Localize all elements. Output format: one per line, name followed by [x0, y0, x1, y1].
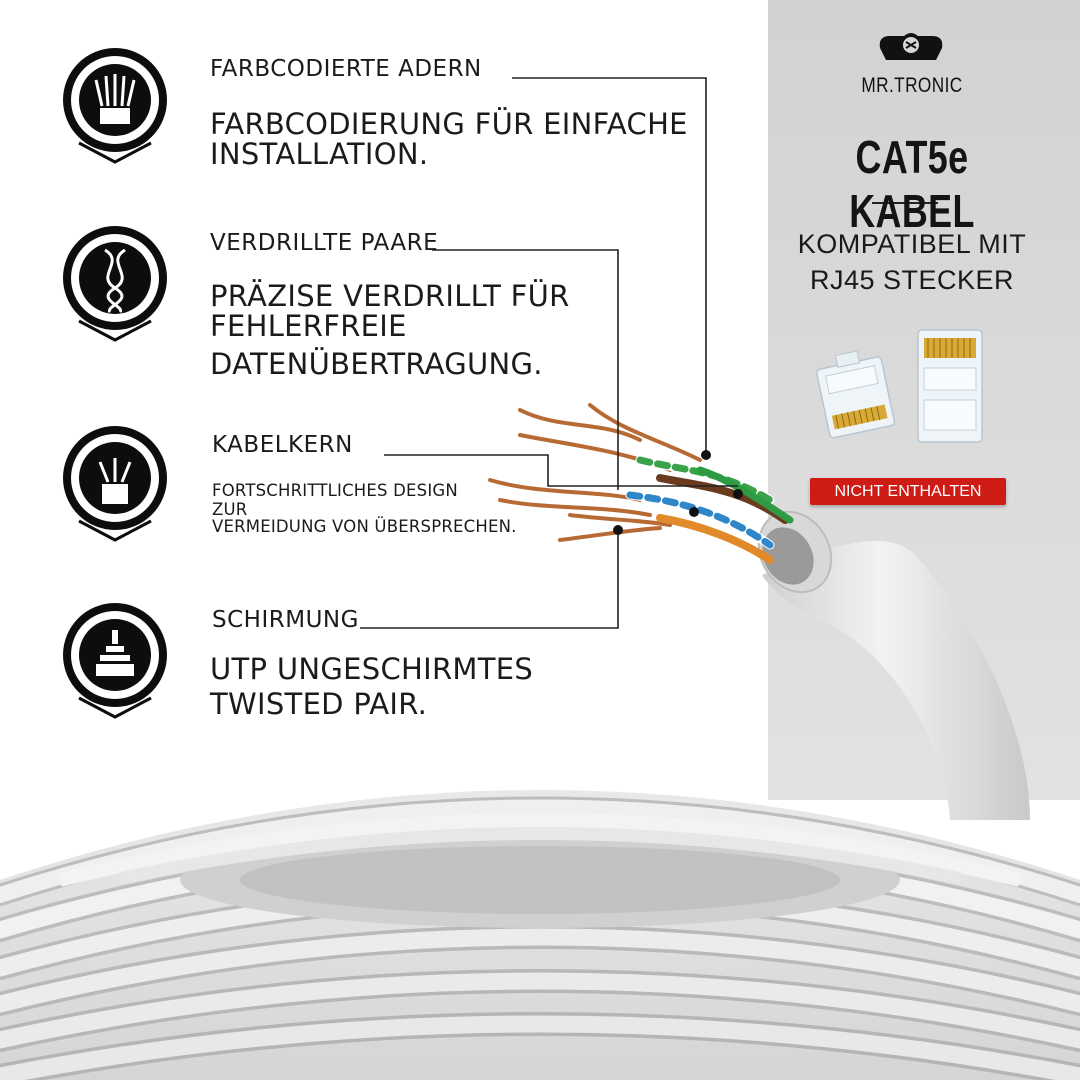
- feature-desc-shielding-line1: UTP UNGESCHIRMTES: [210, 652, 534, 686]
- feature-title-cable-core: KABELKERN: [212, 432, 353, 458]
- twisted-pair-icon: [63, 226, 167, 340]
- feature-title-color-coded: FARBCODIERTE ADERN: [210, 56, 482, 82]
- product-title: CAT5e KABEL: [849, 131, 975, 237]
- feature-desc-color-coded-line1: FARBCODIERUNG FÜR EINFACHE: [210, 107, 688, 141]
- feature-desc-cable-core-line2: ZUR: [212, 500, 248, 519]
- feature-desc-shielding-line2: TWISTED PAIR.: [210, 687, 428, 721]
- feature-desc-cable-core-line1: FORTSCHRITTLICHES DESIGN: [212, 481, 458, 500]
- compatibility-line2: RJ45 STECKER: [809, 265, 1015, 295]
- color-coded-wires-icon: [63, 48, 167, 162]
- compatibility-text: [770, 226, 1054, 298]
- feature-desc-twisted-pairs-line2: FEHLERFREIE: [210, 309, 407, 343]
- feature-desc-twisted-pairs-line1: PRÄZISE VERDRILLT FÜR: [210, 279, 570, 313]
- not-included-badge: NICHT ENTHALTEN: [810, 478, 1006, 505]
- compatibility-line1: KOMPATIBEL MIT: [797, 229, 1027, 259]
- shielding-icon: [63, 603, 167, 717]
- twisted-wires-illustration: [490, 405, 790, 560]
- mr-tronic-logo-icon: [880, 33, 943, 60]
- feature-title-twisted-pairs: VERDRILLTE PAARE: [210, 230, 439, 256]
- cable-core-icon: [63, 426, 167, 540]
- feature-desc-twisted-pairs-line3: DATENÜBERTRAGUNG.: [210, 347, 543, 381]
- cable-coil-illustration: [0, 790, 1080, 1080]
- feature-title-shielding: SCHIRMUNG: [212, 607, 359, 633]
- feature-desc-color-coded-line2: INSTALLATION.: [210, 137, 429, 171]
- feature-desc-cable-core-line3: VERMEIDUNG VON ÜBERSPRECHEN.: [212, 517, 517, 536]
- brand-name: MR.TRONIC: [861, 74, 963, 97]
